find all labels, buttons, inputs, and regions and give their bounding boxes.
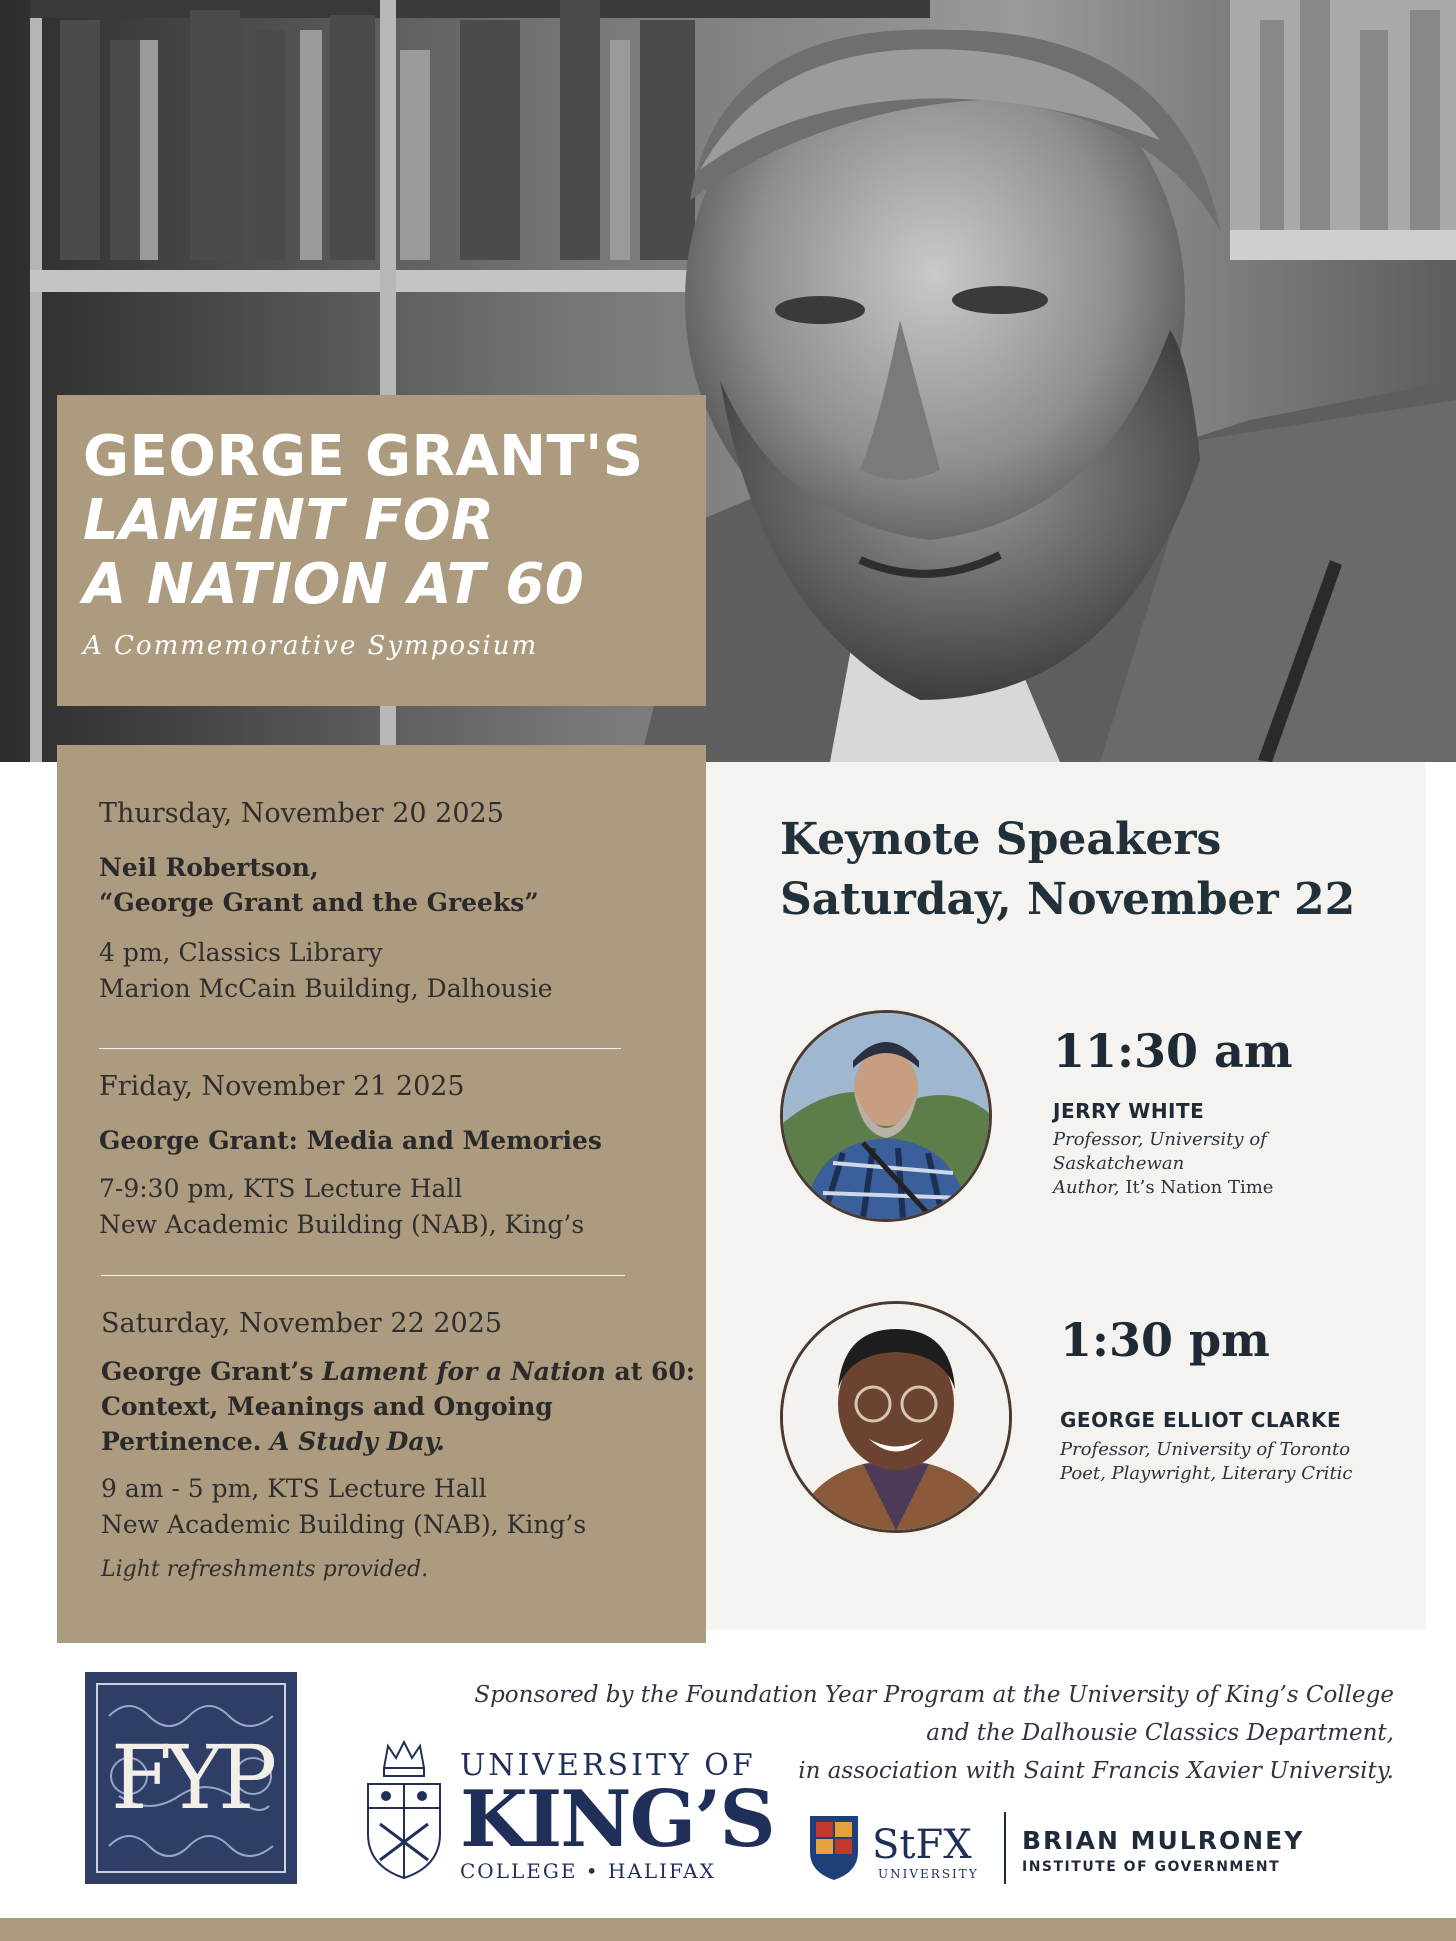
stfx-logo [808,1812,1008,1888]
mulroney-line-1: BRIAN MULRONEY [1022,1826,1305,1855]
day3-talk-line-1 [101,1354,695,1389]
stfx-logo-art [808,1812,1008,1884]
day1-location-line-1: 4 pm, Classics Library [99,938,383,967]
fyp-logo-art [89,1676,293,1880]
sponsor-line-2: and the Dalhousie Classics Department, [926,1720,1394,1746]
fyp-letters: FYP [110,1726,272,1829]
keynote-heading-line-1: Keynote Speakers [780,814,1222,865]
keynote-heading-line-2: Saturday, November 22 [780,874,1356,925]
day1-talk-line-1: Neil Robertson, [99,853,319,882]
speaker1-time: 11:30 am [1053,1024,1293,1078]
speaker1-role-line-1: Professor, University of [1053,1129,1267,1150]
speaker2-time: 1:30 pm [1060,1313,1270,1367]
event-subtitle: A Commemorative Symposium [83,631,539,661]
day1-talk-line-2: “George Grant and the Greeks” [99,888,539,917]
speaker2-photo-illustration [783,1304,1009,1530]
day3-talk-line-2: Context, Meanings and Ongoing [101,1392,553,1421]
day2-date: Friday, November 21 2025 [99,1071,465,1102]
day3-talk-part-e: A Study Day. [270,1427,445,1456]
keynote-panel [706,762,1426,1630]
event-title-line-3: A NATION AT 60 [83,552,585,617]
kings-line-1: UNIVERSITY OF [460,1748,756,1783]
kings-line-3: COLLEGE • HALIFAX [460,1859,716,1883]
speaker1-role-line-3 [1053,1176,1273,1200]
day2-talk-line-1: George Grant: Media and Memories [99,1126,602,1155]
day1-location-line-2: Marion McCain Building, Dalhousie [99,974,553,1003]
speaker2-role-line-2: Poet, Playwright, Literary Critic [1060,1463,1353,1484]
kings-line-2: KING’S [460,1774,774,1865]
title-block [57,395,706,706]
day3-talk-part-d: Pertinence. [101,1427,271,1456]
speaker2-role-line-1: Professor, University of Toronto [1060,1439,1351,1460]
event-title-line-2: LAMENT FOR [83,488,495,553]
day3-date: Saturday, November 22 2025 [101,1308,503,1339]
speaker1-role-line-2: Saskatchewan [1053,1153,1185,1174]
kings-crest-icon [362,1738,446,1886]
speaker1-name: JERRY WHITE [1053,1099,1205,1123]
speaker2-photo [780,1301,1012,1533]
stfx-wordmark: StFX [872,1822,972,1868]
fyp-logo [85,1672,297,1884]
divider [99,1048,621,1049]
speaker1-book-title: It’s Nation Time [1119,1177,1274,1198]
speaker1-role-label: Author, [1053,1177,1120,1198]
speaker1-photo-illustration [783,1013,989,1219]
mulroney-institute-logo [1022,1826,1304,1875]
divider [101,1275,625,1276]
footer-bar [0,1918,1456,1941]
kings-crest-art [362,1738,446,1886]
day3-location-line-1: 9 am - 5 pm, KTS Lecture Hall [101,1474,487,1503]
speaker1-photo [780,1010,992,1222]
keynote-heading [780,810,1355,930]
sponsor-line-1: Sponsored by the Foundation Year Program at the University of King’s College [474,1682,1394,1708]
day1-date: Thursday, November 20 2025 [99,798,504,829]
day3-talk-part-a: George Grant’s [101,1357,323,1386]
day2-location-line-2: New Academic Building (NAB), King’s [99,1210,585,1239]
program-schedule [57,745,706,1643]
day2-location-line-1: 7-9:30 pm, KTS Lecture Hall [99,1174,463,1203]
day3-talk-part-b: Lament for a Nation [322,1357,606,1386]
day3-location-line-2: New Academic Building (NAB), King’s [101,1510,587,1539]
day3-talk-part-c: at 60: [605,1357,696,1386]
sponsor-statement [474,1676,1394,1790]
event-title-line-1: GEORGE GRANT'S [83,424,644,489]
sponsor-line-3: in association with Saint Francis Xavier University. [798,1758,1394,1784]
stfx-subtitle: UNIVERSITY [878,1867,979,1881]
day3-talk-line-3 [101,1424,445,1459]
refreshments-note: Light refreshments provided. [101,1557,429,1582]
mulroney-line-2: INSTITUTE OF GOVERNMENT [1022,1859,1281,1875]
speaker2-name: GEORGE ELLIOT CLARKE [1060,1408,1342,1432]
